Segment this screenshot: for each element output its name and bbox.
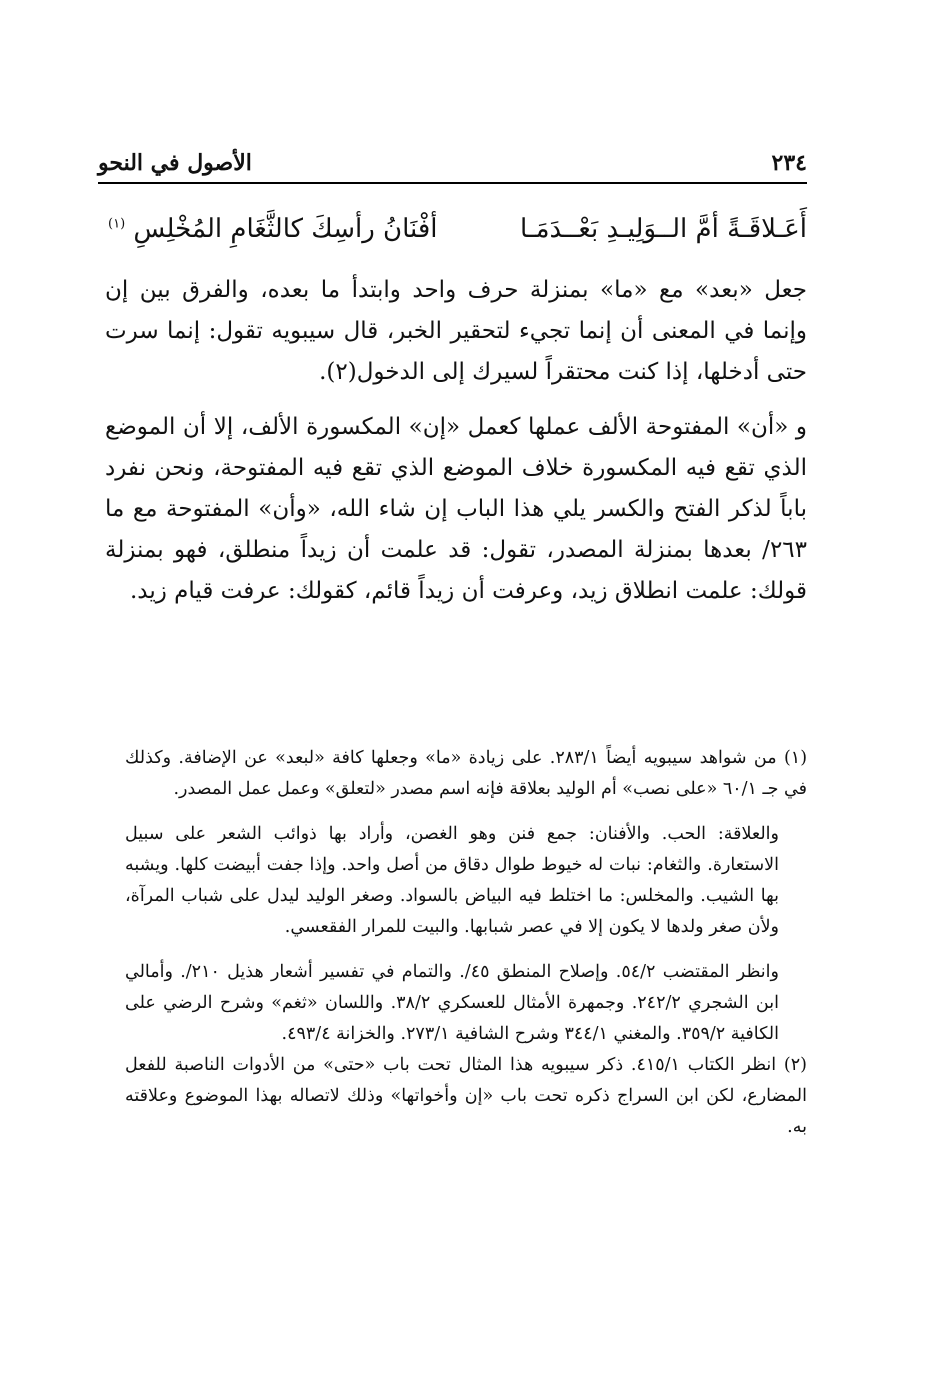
running-header [98,136,807,184]
main-text [105,270,807,626]
verse-second-hemistich [108,214,438,244]
footnote-1-references: وانظر المقتضب ٥٤/٢. وإصلاح المنطق ٤٥/. والتمام في تفسير أشعار هذيل ٢١٠/. وأمالي ابن الشجري ٢٤٢/٢. وجمهرة الأمثال للعسكري ٣٨/٢. واللسان «ثغم» وشرح الرضي على الكافية ٣٥٩/٢. والمغني ٣٤٤/١ وشرح الشافية ٢٧٣/١. والخزانة ٤٩٣/٤. [125,962,779,1044]
footnote-1-intro: (١) من شواهد سيبويه أيضاً ٢٨٣/١. على زيادة «ما» وجعلها كافة «لبعد» عن الإضافة. وكذلك في جـ ٦٠/١ «على نصب» أم الوليد بعلاقة فإنه اسم مصدر «لتعلق» وعمل عمل المصدر. [125,748,808,799]
book-title: الأصول في النحو [98,150,252,176]
poetry-verse [108,205,807,253]
verse-first-hemistich: أَعَـلاقَـةً أمَّ الــوَلِيـدِ بَعْــدَمَـا [520,214,807,244]
footnote-2: (٢) انظر الكتاب ٤١٥/١. ذكر سيبويه هذا المثال تحت باب «حتى» من الأدوات الناصبة للفعل المضارع، لكن ابن السراج ذكره تحت باب «إن وأخواتها» وذلك لاتصاله بهذا الموضوع وعلاقته به. [125,1055,807,1137]
footnote-ref-1: (١) [108,216,126,232]
verse-second-text: أفْنَانُ رأسِكَ كالثَّغَامِ المُخْلِسِ [133,214,438,244]
paragraph: و «أن» المفتوحة الألف عملها كعمل «إن» المكسورة الألف، إلا أن الموضع الذي تقع فيه المكسورة خلاف الموضع الذي تقع فيه المفتوحة، ونحن نفرد باباً لذكر الفتح والكسر يلي هذا الباب إن شاء الله، «وأن» المفتوحة مع ما ٢٦٣/ بعدها بمنزلة المصدر، تقول: قد علمت أن زيداً منطلق، فهو بمنزلة قولك: علمت انطلاق زيد، وعرفت أن زيداً قائم، كقولك: عرفت قيام زيد. [105,414,807,604]
footnotes [125,743,807,1157]
paragraph: جعل «بعد» مع «ما» بمنزلة حرف واحد وابتدأ ما بعده، والفرق بين إن وإنما في المعنى أن إنما تجيء لتحقير الخبر، قال سيبويه تقول: إنما سرت حتى أدخلها، إذا كنت محتقراً لسيرك إلى الدخول(٢). [105,277,807,385]
page-number: ٢٣٤ [771,150,807,176]
footnote-1-glossary: والعلاقة: الحب. والأفنان: جمع فنن وهو الغصن، وأراد بها ذوائب الشعر على سبيل الاستعارة. والثغام: نبات له خيوط طوال دقاق من أصل واحد. وإذا جفت أبيضت كلها. ويشبه بها الشيب. والمخلس: ما اختلط فيه البياض بالسواد. وصغر الوليد ليدل على شباب المرآة، ولأن صغر ولدها لا يكون إلا في عصر شبابها. والبيت للمرار الفقعسي. [125,824,779,937]
